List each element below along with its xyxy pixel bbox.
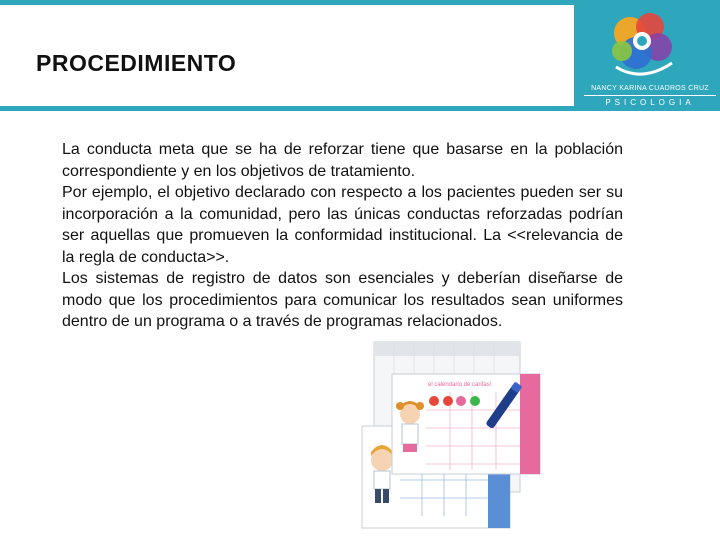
slide-title: PROCEDIMIENTO (36, 50, 237, 76)
paragraph-2: Por ejemplo, el objetivo declarado con respecto a los pacientes pueden ser su incorporación a la comunidad, pero las únicas conductas reforzadas podrían ser aquellas que promueven la conformidad institucional. La <<relevancia de la regla de conducta>>. (62, 184, 623, 266)
title-box (0, 5, 574, 106)
logo (574, 5, 720, 106)
chart-title: el calendario de caritas! (428, 382, 492, 388)
paragraph-1: La conducta meta que se ha de reforzar tiene que basarse en la población correspondiente y en los objetivos de tratamiento. (62, 141, 623, 180)
logo-subtitle: PSICOLOGIA (605, 98, 695, 107)
behavior-chart-illustration (360, 340, 545, 532)
logo-divider (584, 95, 716, 96)
pink-chart-sheet (392, 374, 540, 474)
logo-name: NANCY KARINA CUADROS CRUZ (591, 85, 709, 92)
paragraph-3: Los sistemas de registro de datos son esenciales y deberían diseñarse de modo que los procedimientos para comunicar los resultados sean uniformes dentro de un programa o a través de programas relacionados. (62, 270, 623, 330)
colorful-swirl-logo-icon (592, 7, 702, 83)
body-text (62, 139, 623, 333)
